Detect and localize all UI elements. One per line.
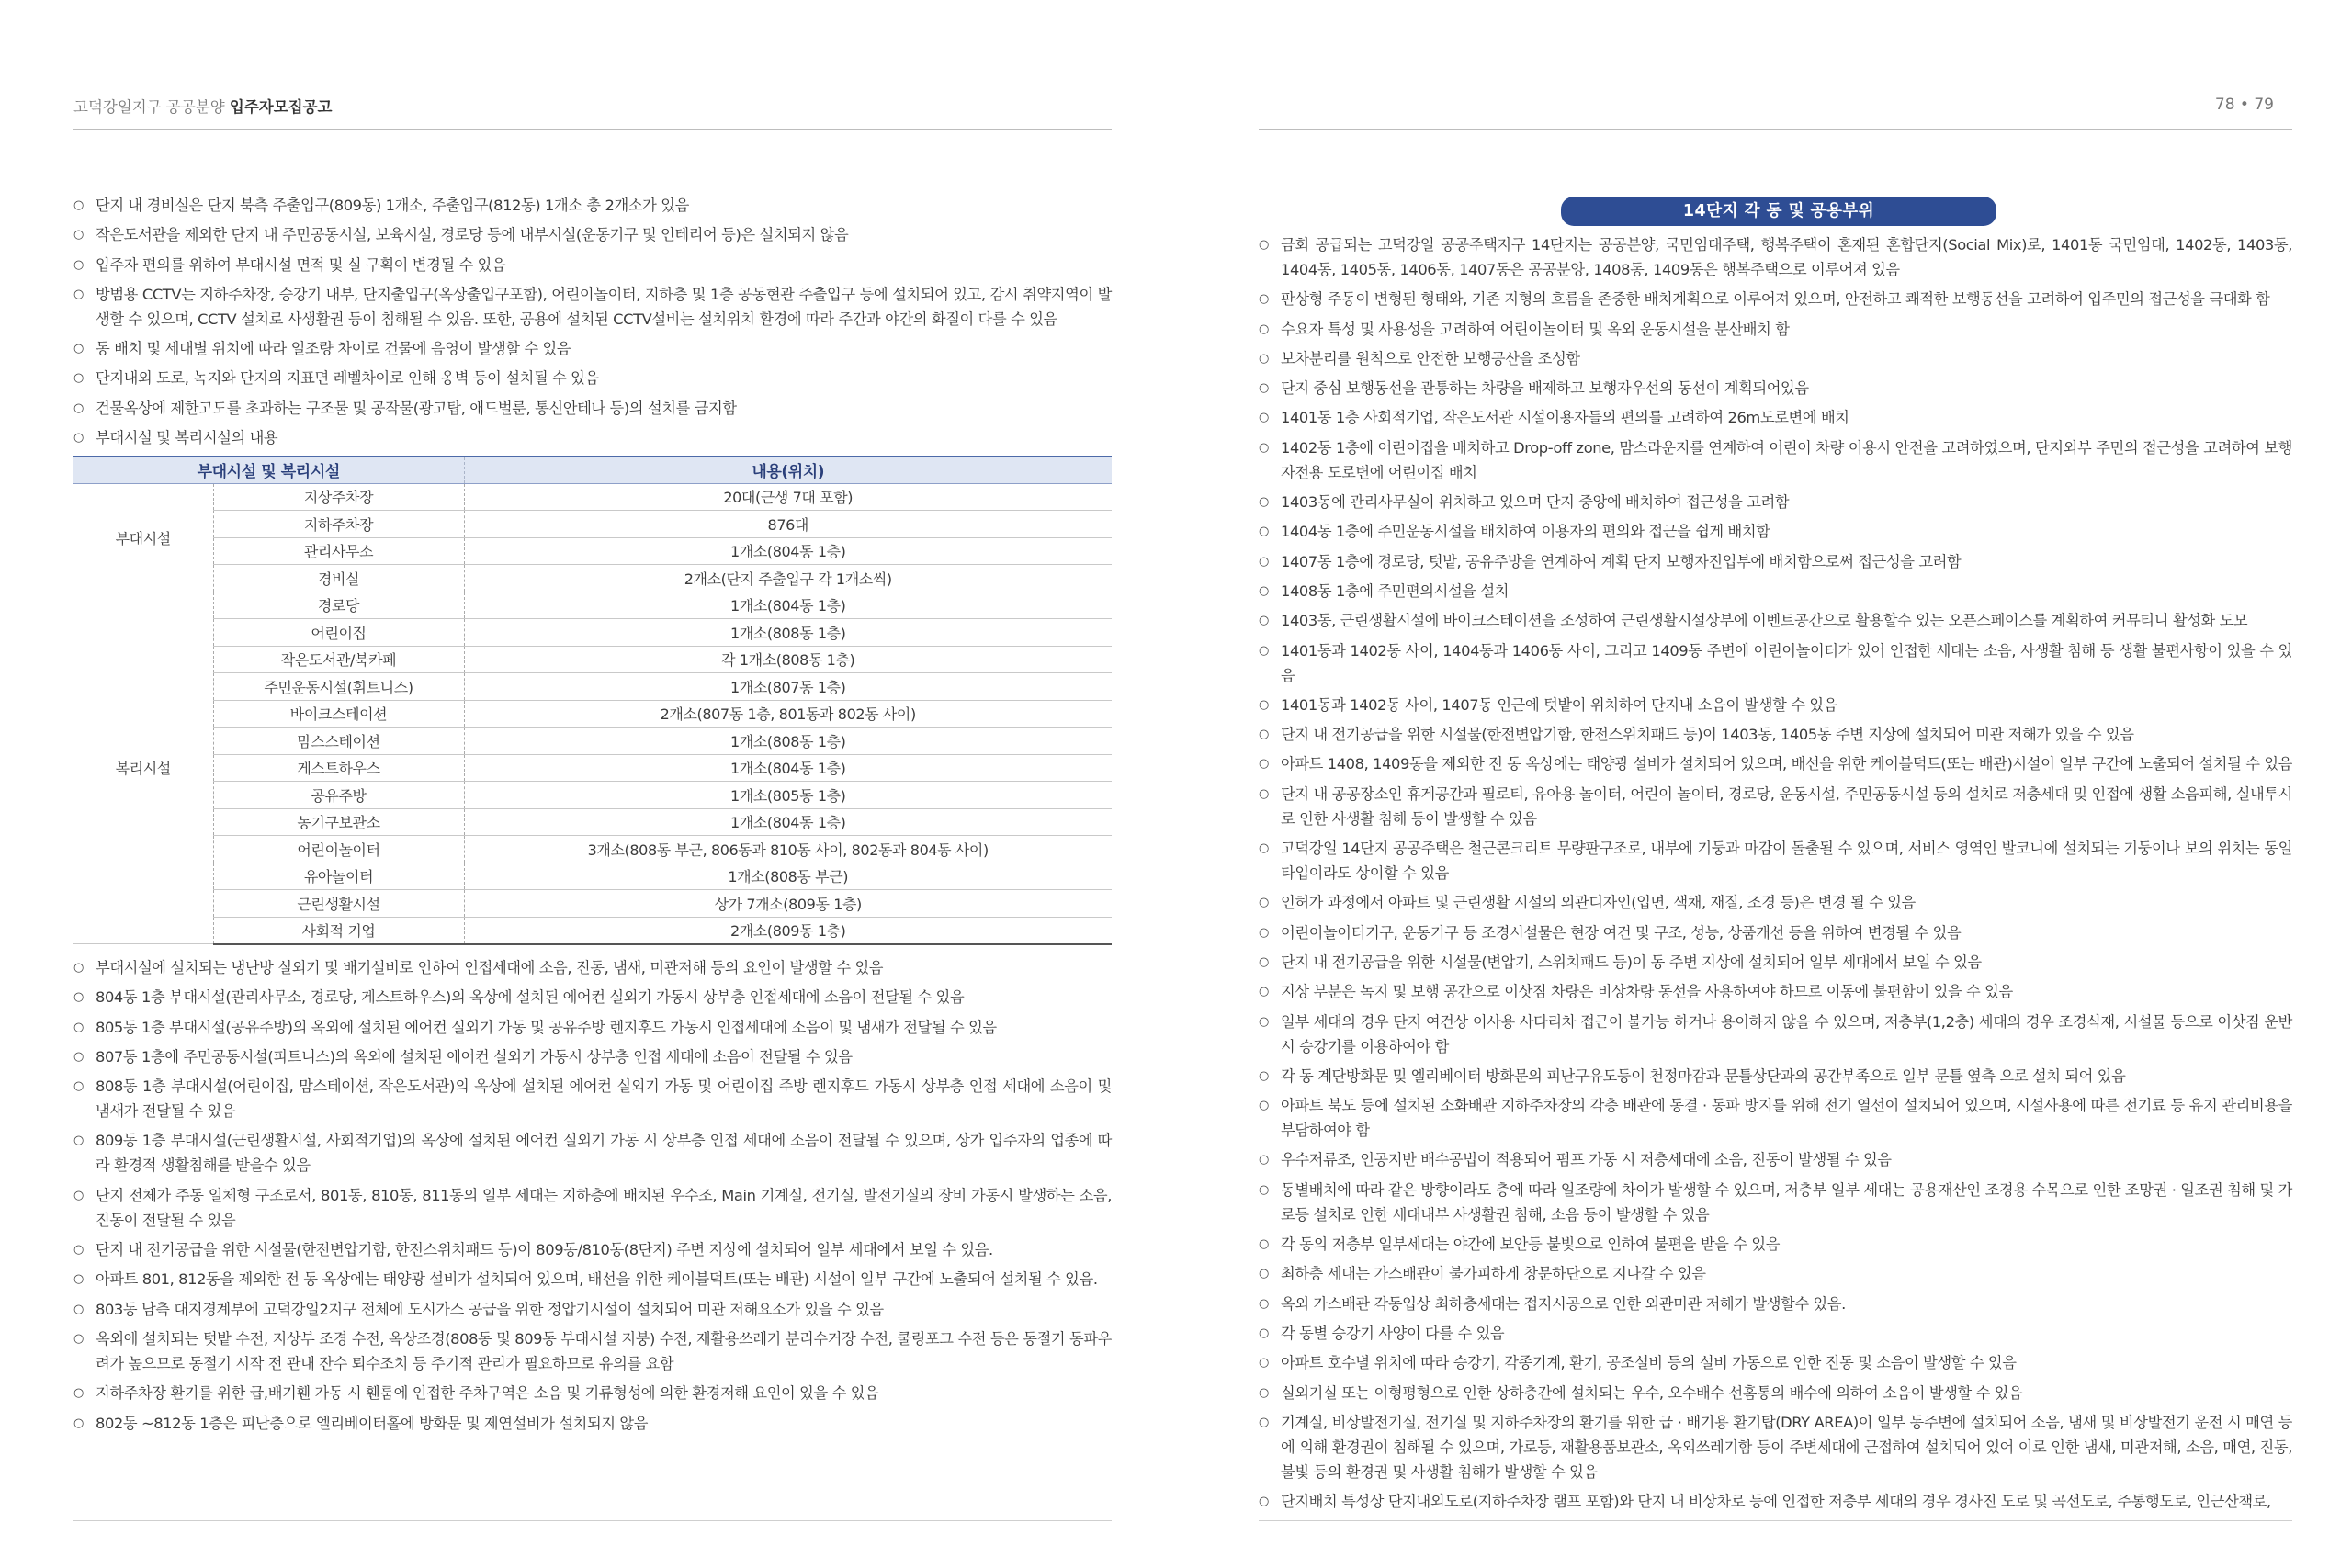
facility-table-row [74,863,1112,890]
facility-table-body [74,483,1112,944]
facility-name-cell: 경비실 [213,565,464,592]
facility-table-row [74,890,1112,918]
bullet-item: ○ 고덕강일 14단지 공공주택은 철근콘크리트 무량판구조로, 내부에 기둥과 마감이 돌출될 수 있으며, 서비스 영역인 발코니에 설치되는 기둥이나 보의 위치는 동일 타입이라도 상이할 수 있음 [1259,836,2292,886]
bullet-item: ○ 각 동별 승강기 사양이 다를 수 있음 [1259,1321,2292,1346]
facility-location-cell: 1개소(808동 1층) [464,728,1112,755]
facility-name-cell: 경로당 [213,592,464,619]
running-header [74,95,1112,131]
facility-location-cell: 각 1개소(808동 1층) [464,646,1112,673]
facility-table-row [74,565,1112,592]
bullet-item: ○ 1402동 1층에 어린이집을 배치하고 Drop-off zone, 맘스라운지를 연계하여 어린이 차량 이용시 안전을 고려하였으며, 단지외부 주민의 접근성을 고려하여 보행자전용 도로변에 어린이집 배치 [1259,435,2292,485]
facility-name-cell: 공유주방 [213,782,464,809]
facility-table-row [74,592,1112,619]
facility-table-header-row [74,457,1112,483]
bullet-item: ○ 807동 1층에 주민공동시설(피트니스)의 옥외에 설치된 에어컨 실외기 가동시 상부층 인접 세대에 소음이 전달될 수 있음 [74,1044,1112,1069]
facility-table-row [74,483,1112,511]
facility-table-row [74,619,1112,647]
bullet-item: ○ 803동 남측 대지경계부에 고덕강일2지구 전체에 도시가스 공급을 위한 정압기시설이 설치되어 미관 저해요소가 있을 수 있음 [74,1297,1112,1322]
bullet-item: ○ 804동 1층 부대시설(관리사무소, 경로당, 게스트하우스)의 옥상에 설치된 에어컨 실외기 가동시 상부층 인접세대에 소음이 전달될 수 있음 [74,985,1112,1010]
bullet-item: ○ 아파트 1408, 1409동을 제외한 전 동 옥상에는 태양광 설비가 설치되어 있으며, 배선을 위한 케이블덕트(또는 배관)시설이 일부 구간에 노출되어 설치될 수 있음 [1259,751,2292,776]
facility-name-cell: 농기구보관소 [213,808,464,836]
facility-name-cell: 어린이놀이터 [213,836,464,863]
facility-location-cell: 2개소(807동 1층, 801동과 802동 사이) [464,700,1112,728]
right-bullet-list [1259,232,2292,1518]
bullet-item: ○ 1401동 1층 사회적기업, 작은도서관 시설이용자들의 편의를 고려하여 26m도로변에 배치 [1259,405,2292,430]
facility-name-cell: 지하주차장 [213,511,464,538]
facility-location-cell: 1개소(808동 1층) [464,619,1112,647]
bullet-item: ○ 금회 공급되는 고덕강일 공공주택지구 14단지는 공공분양, 국민임대주택, 행복주택이 혼재된 혼합단지(Social Mix)로, 1401동 국민임대, 1402동, 1403동, 1404동, 1405동, 1406동, 1407동은 공공분양, 1408동, 1409동은 행복주택으로 이루어져 있음 [1259,232,2292,282]
header-rule-right [1259,129,2292,130]
bullet-item: ○ 보차분리를 원칙으로 안전한 보행공산을 조성함 [1259,346,2292,371]
facility-table-row [74,700,1112,728]
bullet-item: ○ 판상형 주동이 변형된 형태와, 기존 지형의 흐름을 존중한 배치계획으로 이루어져 있으며, 안전하고 쾌적한 보행동선을 고려하여 입주민의 접근성을 극대화 함 [1259,287,2292,311]
facility-table-row [74,808,1112,836]
bullet-item: ○ 동별배치에 따라 같은 방향이라도 층에 따라 일조량에 차이가 발생할 수 있으며, 저층부 일부 세대는 공용재산인 조경용 수목으로 인한 조망권 · 일조권 침해 및 가로등 설치로 인한 세대내부 사생활권 침해, 소음 등이 발생할 수 있음 [1259,1178,2292,1227]
bullet-item: ○ 옥외에 설치되는 텃밭 수전, 지상부 조경 수전, 옥상조경(808동 및 809동 부대시설 지붕) 수전, 재활용쓰레기 분리수거장 수전, 쿨링포그 수전 등은 동절기 동파우려가 높으므로 동절기 시작 전 관내 잔수 퇴수조치 등 주기적 관리가 필요하므로 유의를 요함 [74,1326,1112,1376]
bullet-item: ○ 건물옥상에 제한고도를 초과하는 구조물 및 공작물(광고탑, 애드벌룬, 통신안테나 등)의 설치를 금지함 [74,396,1112,421]
bullet-item: ○ 단지 내 전기공급을 위한 시설물(한전변압기함, 한전스위치패드 등)이 1403동, 1405동 주변 지상에 설치되어 미관 저해가 있을 수 있음 [1259,722,2292,747]
bullet-item: ○ 실외기실 또는 이형평형으로 인한 상하층간에 설치되는 우수, 오수배수 선홈통의 배수에 의하여 소음이 발생할 수 있음 [1259,1381,2292,1405]
bullet-item: ○ 단지 내 경비실은 단지 북측 주출입구(809동) 1개소, 주출입구(812동) 1개소 총 2개소가 있음 [74,193,1112,218]
facility-table-row [74,537,1112,565]
facility-location-cell: 1개소(804동 1층) [464,537,1112,565]
footer-rule-left [74,1520,1112,1521]
facility-category-cell: 부대시설 [74,483,213,592]
bullet-item: ○ 1403동에 관리사무실이 위치하고 있으며 단지 중앙에 배치하여 접근성을 고려함 [1259,490,2292,514]
facility-name-cell: 어린이집 [213,619,464,647]
facility-location-cell: 1개소(804동 1층) [464,808,1112,836]
bullet-item: ○ 지상 부분은 녹지 및 보행 공간으로 이삿짐 차량은 비상차량 동선을 사용하여야 하므로 이동에 불편함이 있을 수 있음 [1259,979,2292,1004]
facility-table-row [74,754,1112,782]
bullet-item: ○ 단지 전체가 주동 일체형 구조로서, 801동, 810동, 811동의 일부 세대는 지하층에 배치된 우수조, Main 기계실, 전기실, 발전기실의 장비 가동시 발생하는 소음, 진동이 전달될 수 있음 [74,1183,1112,1233]
bullet-item: ○ 각 동 계단방화문 및 엘리베이터 방화문의 피난구유도등이 천정마감과 문틀상단과의 공간부족으로 일부 문틀 옆측 으로 설치 되어 있음 [1259,1064,2292,1089]
facility-table-header-facility: 부대시설 및 복리시설 [74,457,464,483]
bullet-item: ○ 단지배치 특성상 단지내외도로(지하주차장 램프 포함)와 단지 내 비상차로 등에 인접한 저층부 세대의 경우 경사진 도로 및 곡선도로, 주통행도로, 인근산책로, [1259,1489,2292,1514]
facility-location-cell: 20대(근생 7대 포함) [464,483,1112,511]
left-page [74,0,1112,1568]
facility-table-row [74,728,1112,755]
bullet-item: ○ 808동 1층 부대시설(어린이집, 맘스테이션, 작은도서관)의 옥상에 설치된 에어컨 실외기 가동 및 어린이집 주방 렌지후드 가동시 상부층 인접 세대에 소음이 및 냄새가 전달될 수 있음 [74,1074,1112,1123]
header-title-light: 고덕강일지구 공공분양 [74,98,225,116]
bullet-item: ○ 아파트 호수별 위치에 따라 승강기, 각종기계, 환기, 공조설비 등의 설비 가동으로 인한 진동 및 소음이 발생할 수 있음 [1259,1350,2292,1375]
facility-location-cell: 2개소(809동 1층) [464,917,1112,944]
facility-location-cell: 1개소(807동 1층) [464,673,1112,701]
facility-name-cell: 관리사무소 [213,537,464,565]
bullet-item: ○ 802동 ~812동 1층은 피난층으로 엘리베이터홀에 방화문 및 제연설비가 설치되지 않음 [74,1411,1112,1436]
facility-name-cell: 작은도서관/북카페 [213,646,464,673]
facility-table-header-content: 내용(위치) [464,457,1112,483]
facility-table-row [74,511,1112,538]
facility-location-cell: 1개소(804동 1층) [464,754,1112,782]
facility-name-cell: 유아놀이터 [213,863,464,890]
bullet-item: ○ 방범용 CCTV는 지하주차장, 승강기 내부, 단지출입구(옥상출입구포함), 어린이놀이터, 지하층 및 1층 공동현관 주출입구 등에 설치되어 있고, 감시 취약지역이 발생할 수 있으며, CCTV 설치로 사생활권 등이 침해될 수 있음. 또한, 공용에 설치된 CCTV설비는 설치위치 환경에 따라 주간과 야간의 화질이 다를 수 있음 [74,282,1112,332]
facility-name-cell: 게스트하우스 [213,754,464,782]
left-top-bullet-list [74,193,1112,455]
bullet-item: ○ 1407동 1층에 경로당, 텃밭, 공유주방을 연계하여 계획 단지 보행자진입부에 배치함으로써 접근성을 고려함 [1259,549,2292,574]
bullet-item: ○ 1404동 1층에 주민운동시설을 배치하여 이용자의 편의와 접근을 쉽게 배치함 [1259,519,2292,544]
footer-rule-right [1259,1520,2292,1521]
bullet-item: ○ 부대시설에 설치되는 냉난방 실외기 및 배기설비로 인하여 인접세대에 소음, 진동, 냄새, 미관저해 등의 요인이 발생할 수 있음 [74,955,1112,980]
bullet-item: ○ 805동 1층 부대시설(공유주방)의 옥외에 설치된 에어컨 실외기 가동 및 공유주방 렌지후드 가동시 인접세대에 소음이 및 냄새가 전달될 수 있음 [74,1015,1112,1040]
bullet-item: ○ 부대시설 및 복리시설의 내용 [74,425,1112,450]
header-rule [74,129,1112,130]
header-title-bold: 입주자모집공고 [229,98,333,116]
facility-name-cell: 주민운동시설(휘트니스) [213,673,464,701]
bullet-item: ○ 기계실, 비상발전기실, 전기실 및 지하주차장의 환기를 위한 급 · 배기용 환기탑(DRY AREA)이 일부 동주변에 설치되어 소음, 냄새 및 비상발전기 운전 시 매연 등에 의해 환경권이 침해될 수 있으며, 가로등, 재활용품보관소, 옥외쓰레기함 등이 주변세대에 근접하여 설치되어 있어 이로 인한 냄새, 미관저해, 소음, 매연, 진동, 불빛 등의 환경권 및 사생활 침해가 발생할 수 있음 [1259,1410,2292,1484]
facility-table-row [74,836,1112,863]
bullet-item: ○ 각 동의 저층부 일부세대는 야간에 보안등 불빛으로 인하여 불편을 받을 수 있음 [1259,1232,2292,1257]
page-number: 78 • 79 [2214,96,2274,114]
bullet-item: ○ 동 배치 및 세대별 위치에 따라 일조량 차이로 건물에 음영이 발생할 수 있음 [74,336,1112,361]
facility-table-row [74,646,1112,673]
bullet-item: ○ 옥외 가스배관 각동입상 최하층세대는 접지시공으로 인한 외관미관 저해가 발생할수 있음. [1259,1292,2292,1316]
facility-location-cell: 1개소(805동 1층) [464,782,1112,809]
facility-location-cell: 3개소(808동 부근, 806동과 810동 사이, 802동과 804동 사이) [464,836,1112,863]
bullet-item: ○ 1403동, 근린생활시설에 바이크스테이션을 조성하여 근린생활시설상부에 이벤트공간으로 활용할수 있는 오픈스페이스를 계획하여 커뮤티니 활성화 도모 [1259,608,2292,633]
facility-name-cell: 지상주차장 [213,483,464,511]
left-bottom-bullet-list [74,955,1112,1440]
facility-table-row [74,782,1112,809]
facility-location-cell: 1개소(804동 1층) [464,592,1112,619]
bullet-item: ○ 아파트 북도 등에 설치된 소화배관 지하주차장의 각층 배관에 동결 · 동파 방지를 위해 전기 열선이 설치되어 있으며, 시설사용에 따른 전기료 등 유지 관리비용을 부담하여야 함 [1259,1093,2292,1143]
facility-location-cell: 876대 [464,511,1112,538]
facility-name-cell: 근린생활시설 [213,890,464,918]
bullet-item: ○ 우수저류조, 인공지반 배수공법이 적용되어 펌프 가동 시 저층세대에 소음, 진동이 발생될 수 있음 [1259,1147,2292,1172]
bullet-item: ○ 단지 내 공공장소인 휴게공간과 필로티, 유아용 놀이터, 어린이 놀이터, 경로당, 운동시설, 주민공동시설 등의 설치로 저층세대 및 인접에 생활 소음피해, 실내투시로 인한 사생활 침해 등이 발생할 수 있음 [1259,782,2292,831]
bullet-item: ○ 단지 내 전기공급을 위한 시설물(한전변압기함, 한전스위치패드 등)이 809동/810동(8단지) 주변 지상에 설치되어 일부 세대에서 보일 수 있음. [74,1237,1112,1262]
facility-name-cell: 바이크스테이션 [213,700,464,728]
bullet-item: ○ 입주자 편의를 위하여 부대시설 면적 및 실 구획이 변경될 수 있음 [74,253,1112,277]
facility-location-cell: 2개소(단지 주출입구 각 1개소씩) [464,565,1112,592]
bullet-item: ○ 어린이놀이터기구, 운동기구 등 조경시설물은 현장 여건 및 구조, 성능, 상품개선 등을 위하여 변경될 수 있음 [1259,920,2292,945]
bullet-item: ○ 지하주차장 환기를 위한 급,배기휀 가동 시 휀룸에 인접한 주차구역은 소음 및 기류형성에 의한 환경저해 요인이 있을 수 있음 [74,1381,1112,1405]
bullet-item: ○ 1401동과 1402동 사이, 1404동과 1406동 사이, 그리고 1409동 주변에 어린이놀이터가 있어 인접한 세대는 소음, 사생활 침해 등 생활 불편사항이 있을 수 있음 [1259,638,2292,688]
facility-location-cell: 상가 7개소(809동 1층) [464,890,1112,918]
bullet-item: ○ 수요자 특성 및 사용성을 고려하여 어린이놀이터 및 옥외 운동시설을 분산배치 함 [1259,317,2292,342]
bullet-item: ○ 아파트 801, 812동을 제외한 전 동 옥상에는 태양광 설비가 설치되어 있으며, 배선을 위한 케이블덕트(또는 배관) 시설이 일부 구간에 노출되어 설치될 수 있음. [74,1267,1112,1292]
facility-table [74,456,1112,945]
facility-table-row [74,917,1112,944]
bullet-item: ○ 인허가 과정에서 아파트 및 근린생활 시설의 외관디자인(입면, 색채, 재질, 조경 등)은 변경 될 수 있음 [1259,890,2292,915]
bullet-item: ○ 최하층 세대는 가스배관이 불가피하게 창문하단으로 지나갈 수 있음 [1259,1261,2292,1286]
bullet-item: ○ 1408동 1층에 주민편의시설을 설치 [1259,579,2292,604]
bullet-item: ○ 단지 중심 보행동선을 관통하는 차량을 배제하고 보행자우선의 동선이 계획되어있음 [1259,376,2292,400]
bullet-item: ○ 단지 내 전기공급을 위한 시설물(변압기, 스위치패드 등)이 동 주변 지상에 설치되어 일부 세대에서 보일 수 있음 [1259,950,2292,975]
facility-name-cell: 맘스스테이션 [213,728,464,755]
facility-category-cell: 복리시설 [74,592,213,944]
bullet-item: ○ 809동 1층 부대시설(근린생활시설, 사회적기업)의 옥상에 설치된 에어컨 실외기 가동 시 상부층 인접 세대에 소음이 전달될 수 있으며, 상가 입주자의 업종에 따라 환경적 생활침해를 받을수 있음 [74,1128,1112,1178]
bullet-item: ○ 일부 세대의 경우 단지 여건상 이사용 사다리차 접근이 불가능 하거나 용이하지 않을 수 있으며, 저층부(1,2층) 세대의 경우 조경식재, 시설물 등으로 이삿짐 운반 시 승강기를 이용하여야 함 [1259,1010,2292,1059]
bullet-item: ○ 작은도서관을 제외한 단지 내 주민공동시설, 보육시설, 경로당 등에 내부시설(운동기구 및 인테리어 등)은 설치되지 않음 [74,222,1112,247]
bullet-item: ○ 단지내외 도로, 녹지와 단지의 지표면 레벨차이로 인해 옹벽 등이 설치될 수 있음 [74,366,1112,390]
facility-location-cell: 1개소(808동 부근) [464,863,1112,890]
facility-name-cell: 사회적 기업 [213,917,464,944]
right-page [1259,0,2292,1568]
facility-table-row [74,673,1112,701]
bullet-item: ○ 1401동과 1402동 사이, 1407동 인근에 텃밭이 위치하여 단지내 소음이 발생할 수 있음 [1259,693,2292,717]
section-title: 14단지 각 동 및 공용부위 [1561,197,1996,226]
